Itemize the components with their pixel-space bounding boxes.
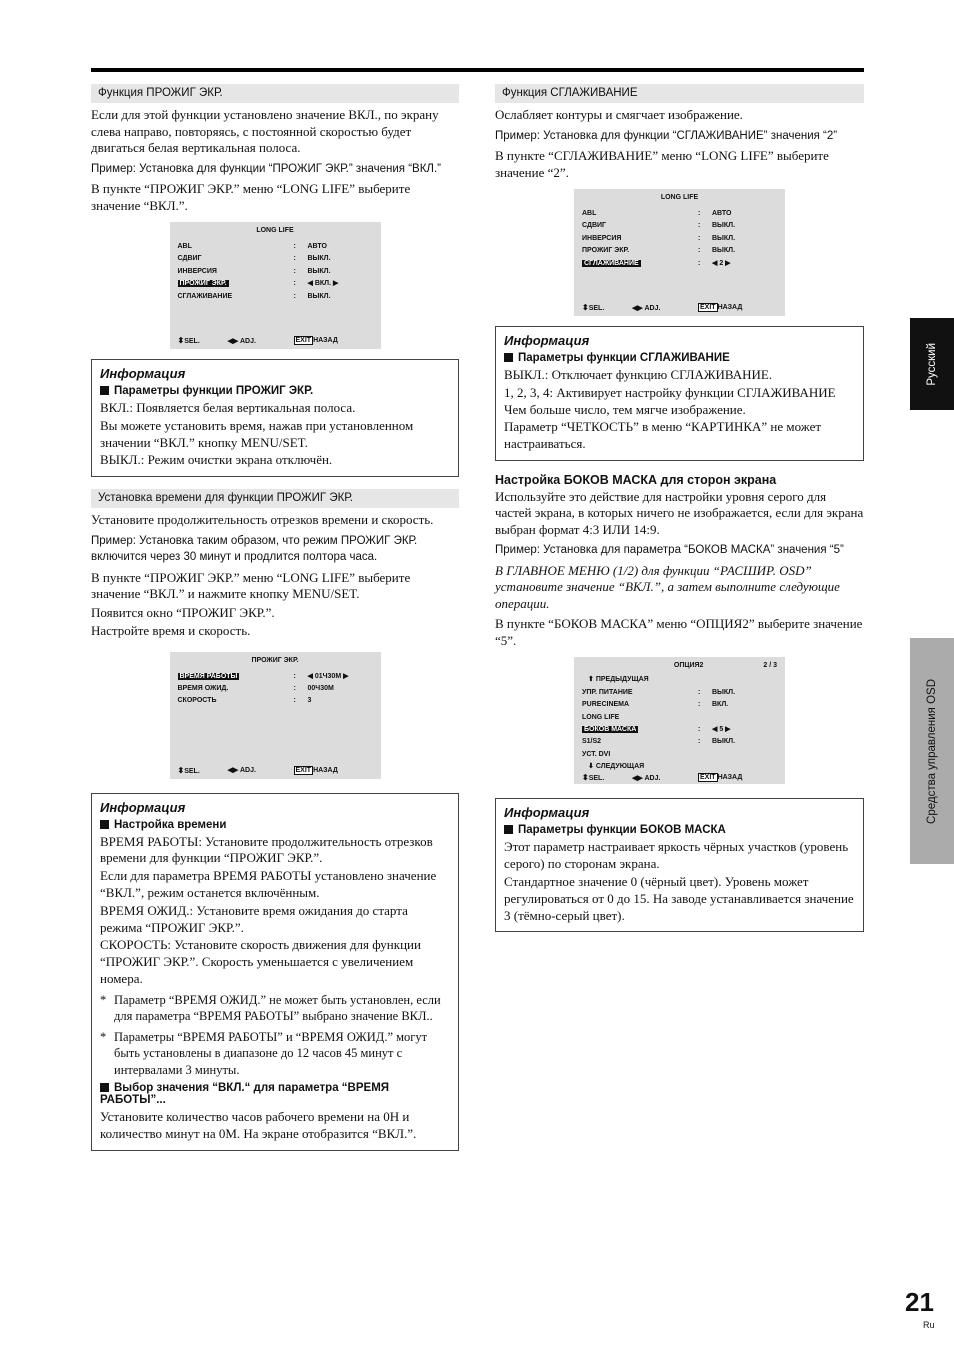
osd-row-selected: СГЛАЖИВАНИЕ : ◀ 2 ▶	[584, 259, 731, 267]
osd-row-selected: ПРОЖИГ ЭКР. : ◀ ВКЛ. ▶	[179, 280, 339, 288]
osd-row: УПР. ПИТАНИЕ : ВЫКЛ.	[582, 688, 736, 696]
up-down-arrow-icon: ⬍	[582, 773, 589, 783]
osd-row: УСТ. DVI	[582, 750, 611, 758]
osd-screen-burn	[170, 652, 381, 779]
up-down-arrow-icon: ⬍	[177, 336, 185, 345]
paragraph: В пункте “ПРОЖИГ ЭКР.” меню “LONG LIFE” выберите значение “ВКЛ.” и нажмите кнопку MENU/SET.	[91, 569, 411, 602]
left-column	[91, 84, 459, 1163]
osd-row-selected: ВРЕМЯ РАБОТЫ : ◀ 01Ч30М ▶	[179, 672, 349, 680]
section-heading-burn-time: Установка времени для функции ПРОЖИГ ЭКР.	[91, 489, 459, 508]
osd-footer: ⬍SEL. ◀▶ ADJ. EXIT НАЗАД	[582, 303, 743, 312]
paragraph: В пункте “СГЛАЖИВАНИЕ” меню “LONG LIFE” выберите значение “2”.	[495, 148, 829, 180]
info-box	[91, 359, 459, 477]
info-box	[91, 793, 459, 1151]
down-arrow-icon: ⬇	[588, 763, 594, 771]
example-text: Пример: Установка таким образом, что режим ПРОЖИГ ЭКР. включится через 30 минут и продлится полтора часа.	[91, 534, 418, 564]
info-title: Информация	[100, 366, 186, 381]
osd-row: СГЛАЖИВАНИЕ : ВЫКЛ.	[177, 292, 331, 300]
section-heading-smoothing: Функция СГЛАЖИВАНИЕ	[495, 84, 864, 103]
right-column	[495, 84, 864, 944]
info-subheading: Параметры функции ПРОЖИГ ЭКР.	[100, 385, 450, 397]
info-line: Вы можете установить время, нажав при установленном значении “ВКЛ.” кнопку MENU/SET.	[100, 417, 414, 450]
paragraph: В пункте “БОКОВ МАСКА” меню “ОПЦИЯ2” выберите значение “5”.	[495, 616, 863, 648]
info-line: Параметр “ЧЕТКОСТЬ” в меню “КАРТИНКА” не может настраиваться.	[504, 419, 822, 452]
info-line: ВРЕМЯ ОЖИД.: Установите время ожидания до старта режима “ПРОЖИГ ЭКР.”.	[100, 902, 408, 935]
info-line: Если для параметра ВРЕМЯ РАБОТЫ установлено значение “ВКЛ.”, режим останется включённым.	[100, 868, 437, 901]
info-line: ВРЕМЯ РАБОТЫ: Установите продолжительность отрезков времени для функции “ПРОЖИГ ЭКР.”.	[100, 833, 433, 866]
osd-row: ИНВЕРСИЯ : ВЫКЛ.	[177, 267, 331, 275]
osd-row: ABL : АВТО	[177, 243, 327, 250]
paragraph: В пункте “ПРОЖИГ ЭКР.” меню “LONG LIFE” выберите значение “ВКЛ.”.	[91, 181, 411, 213]
example-text: Пример: Установка для функции “ПРОЖИГ ЭКР.” значения “ВКЛ.”	[91, 162, 441, 175]
osd-next-row: ⬇ СЛЕДУЮЩАЯ	[588, 763, 645, 771]
note: * Параметр “ВРЕМЯ ОЖИД.” не может быть установлен, если для параметра “ВРЕМЯ РАБОТЫ” выбрано значение ВКЛ..	[100, 992, 441, 1024]
osd-row: ВРЕМЯ ОЖИД. : 00Ч30М	[177, 685, 334, 693]
osd-row: ИНВЕРСИЯ : ВЫКЛ.	[582, 234, 736, 242]
osd-row: СДВИГ : ВЫКЛ.	[582, 222, 736, 230]
example-text: Пример: Установка для функции “СГЛАЖИВАНИЕ” значения “2”	[495, 129, 838, 142]
osd-screen-long-life	[170, 222, 381, 349]
up-down-arrow-icon: ⬍	[177, 765, 185, 775]
osd-row: LONG LIFE	[582, 713, 620, 721]
section-heading-burn: Функция ПРОЖИГ ЭКР.	[91, 84, 459, 103]
info-subheading: Параметры функции БОКОВ МАСКА	[504, 824, 855, 836]
osd-row: S1/S2 : ВЫКЛ.	[582, 738, 736, 746]
paragraph: Установите продолжительность отрезков времени и скорость.	[91, 512, 434, 528]
left-right-arrow-icon: ◀▶	[227, 337, 239, 345]
osd-row: СДВИГ : ВЫКЛ.	[177, 255, 331, 263]
page-language-code: Ru	[923, 1320, 935, 1330]
italic-instruction: В ГЛАВНОЕ МЕНЮ (1/2) для функции “РАСШИР. OSD” установите значение “ВКЛ.”, а затем выполните следующие операции.	[495, 562, 840, 611]
left-right-arrow-icon: ◀▶	[227, 767, 239, 775]
up-arrow-icon: ⬆	[588, 676, 594, 684]
info-line: ВКЛ.: Появляется белая вертикальная полоса.	[100, 400, 356, 415]
paragraph: Ослабляет контуры и смягчает изображение.	[495, 107, 743, 122]
osd-prev-row: ⬆ ПРЕДЫДУЩАЯ	[588, 676, 649, 684]
info-line: Этот параметр настраивает яркость чёрных участков (уровень серого) по сторонам экрана.	[504, 839, 849, 872]
paragraph: Появится окно “ПРОЖИГ ЭКР.”.	[91, 604, 275, 620]
top-rule	[91, 68, 864, 72]
osd-title: LONG LIFE	[660, 194, 699, 201]
info-line: Установите количество часов рабочего времени на 0Н и количество минут на 0М. На экране отобразится “ВКЛ.”.	[100, 1109, 417, 1142]
page-number: 21	[905, 1287, 934, 1317]
info-line: ВЫКЛ.: Отключает функцию СГЛАЖИВАНИЕ.	[504, 367, 773, 382]
info-subheading: Параметры функции СГЛАЖИВАНИЕ	[504, 352, 855, 364]
osd-row: СКОРОСТЬ : 3	[177, 697, 312, 705]
note: * Параметры “ВРЕМЯ РАБОТЫ” и “ВРЕМЯ ОЖИД.” могут быть установлены в диапазоне до 12 часов 45 минут с интервалами 3 минуты.	[100, 1029, 428, 1077]
info-title: Информация	[504, 805, 590, 821]
up-down-arrow-icon: ⬍	[582, 303, 589, 312]
side-tab-osd-controls: Средства управления OSD	[910, 638, 954, 864]
osd-title: ОПЦИЯ2	[673, 662, 704, 670]
osd-screen-option2	[574, 657, 785, 784]
osd-title: ПРОЖИГ ЭКР.	[251, 656, 299, 664]
osd-footer: ⬍SEL. ◀▶ ADJ. EXIT НАЗАД	[177, 765, 338, 775]
exit-key-label: EXIT	[700, 304, 716, 311]
osd-row: PURECINEMA : ВКЛ.	[582, 701, 729, 709]
osd-row-selected: БОКОВ МАСКА : ◀ 5 ▶	[584, 726, 731, 734]
osd-title: LONG LIFE	[256, 227, 294, 234]
side-tab-language: Русский	[910, 318, 954, 410]
exit-key-label: EXIT	[295, 766, 312, 774]
left-right-arrow-icon: ◀▶	[632, 774, 643, 782]
osd-footer: ⬍SEL. ◀▶ ADJ. EXIT НАЗАД	[177, 336, 338, 345]
left-right-arrow-icon: ◀▶	[632, 304, 643, 312]
exit-key-label: EXIT	[700, 774, 716, 782]
osd-row: ABL : АВТО	[582, 210, 732, 217]
osd-title-row	[574, 657, 785, 672]
osd-footer: ⬍SEL. ◀▶ ADJ. EXIT НАЗАД	[582, 773, 743, 783]
section-heading-side-mask: Настройка БОКОВ МАСКА для сторон экрана	[495, 472, 777, 487]
example-text: Пример: Установка для параметра “БОКОВ МАСКА” значения “5”	[495, 544, 844, 557]
paragraph: Используйте это действие для настройки уровня серого для частей экрана, в которых ничего не изображается, если для экрана выбран формат 4:3 ИЛИ 14:9.	[495, 488, 864, 537]
info-title: Информация	[100, 799, 186, 815]
info-subheading: Выбор значения “ВКЛ.“ для параметра “ВРЕМЯ РАБОТЫ”...	[100, 1082, 450, 1106]
exit-key-label: EXIT	[295, 337, 312, 344]
info-line: ВЫКЛ.: Режим очистки экрана отключён.	[100, 452, 333, 468]
info-line: Стандартное значение 0 (чёрный цвет). Уровень может регулироваться от 0 до 15. На заводе устанавливается значение 3 (тёмно-серый цвет).	[504, 874, 854, 923]
info-box	[495, 326, 864, 461]
info-box	[495, 798, 864, 932]
info-line: 1, 2, 3, 4: Активирует настройку функции СГЛАЖИВАНИЕ Чем больше число, тем мягче изображение.	[504, 384, 836, 417]
paragraph: Настройте время и скорость.	[91, 623, 251, 639]
osd-screen-long-life-smoothing	[574, 189, 785, 316]
info-subheading: Настройка времени	[100, 819, 450, 831]
info-title: Информация	[504, 333, 590, 348]
osd-row: ПРОЖИГ ЭКР. : ВЫКЛ.	[582, 247, 736, 255]
paragraph: Если для этой функции установлено значение ВКЛ., по экрану слева направо, повторяясь, с постоянной скоростью будет двигаться белая вертикальная полоса.	[91, 107, 439, 155]
info-line: СКОРОСТЬ: Установите скорость движения для функции “ПРОЖИГ ЭКР.”. Скорость уменьшается с увеличением номера.	[100, 937, 421, 987]
osd-page-indicator: 2 / 3	[763, 662, 777, 670]
